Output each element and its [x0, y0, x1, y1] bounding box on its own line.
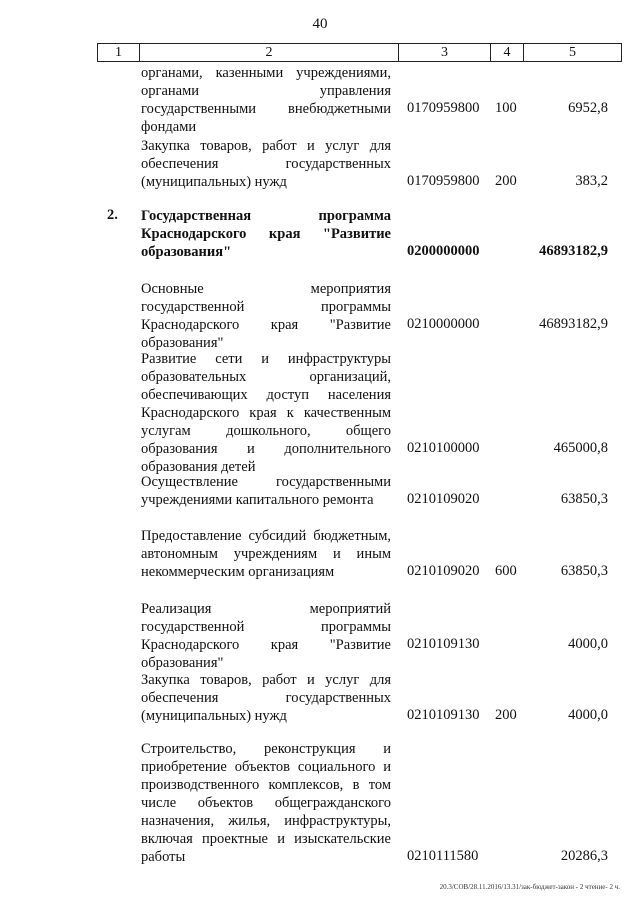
row-code: 0210109020 [407, 563, 480, 579]
row-amount: 4000,0 [568, 636, 608, 652]
table-header [97, 43, 622, 62]
row-description: органами, казенными учреждениями, органами управления государственными внебюджетными фондами [141, 65, 391, 135]
row-code: 0170959800 [407, 173, 480, 189]
row-amount: 383,2 [575, 173, 608, 189]
row-amount: 63850,3 [560, 491, 608, 507]
row-type: 200 [495, 707, 517, 723]
row-code: 0210111580 [407, 848, 479, 864]
row-type: 600 [495, 563, 517, 579]
row-code: 0210109020 [407, 491, 480, 507]
row-type: 200 [495, 173, 517, 189]
row-description: Осуществление государственными учреждениями капитального ремонта [141, 474, 391, 508]
row-description: Основные мероприятия государственной программы Краснодарского края "Развитие образования" [141, 281, 391, 351]
row-description: Государственная программа Краснодарского края "Развитие образования" [141, 208, 391, 260]
row-description: Развитие сети и инфраструктуры образовательных организаций, обеспечивающих доступ населения Краснодарского края к качественным услугам дошкольного, общего образования и дополнительного образования детей [141, 351, 391, 475]
row-description: Предоставление субсидий бюджетным, автономным учреждениям и иным некоммерческим организациям [141, 528, 391, 580]
row-code: 0210109130 [407, 636, 480, 652]
header-col-3: 3 [399, 44, 491, 61]
row-code: 0210109130 [407, 707, 480, 723]
row-amount: 4000,0 [568, 707, 608, 723]
header-col-1: 1 [98, 44, 140, 61]
row-amount: 6952,8 [568, 100, 608, 116]
row-amount: 20286,3 [560, 848, 608, 864]
page-number: 40 [312, 16, 328, 32]
row-description: Строительство, реконструкция и приобретение объектов социального и производственного комплексов, в том числе объектов общегражданского назначения, жилья, инфраструктуры, включая проектные и изыскательские работы [141, 741, 391, 865]
row-type: 100 [495, 100, 517, 116]
row-number: 2. [107, 207, 118, 223]
row-amount: 63850,3 [560, 563, 608, 579]
row-description: Закупка товаров, работ и услуг для обеспечения государственных (муниципальных) нужд [141, 138, 391, 190]
row-description: Реализация мероприятий государственной программы Краснодарского края "Развитие образования" [141, 601, 391, 671]
row-code: 0170959800 [407, 100, 480, 116]
header-col-2: 2 [140, 44, 399, 61]
row-code: 0200000000 [407, 243, 480, 259]
footer-document-id: 20.3/СОВ/28.11.2016/13.31/зак-бюджет-закон - 2 чтение- 2 ч. [439, 883, 620, 891]
row-amount: 46893182,9 [539, 243, 608, 259]
row-amount: 46893182,9 [539, 316, 608, 332]
header-col-5: 5 [569, 45, 576, 60]
row-amount: 465000,8 [553, 440, 608, 456]
header-col-4: 4 [491, 44, 524, 61]
row-description: Закупка товаров, работ и услуг для обеспечения государственных (муниципальных) нужд [141, 672, 391, 724]
row-code: 0210000000 [407, 316, 480, 332]
row-code: 0210100000 [407, 440, 480, 456]
